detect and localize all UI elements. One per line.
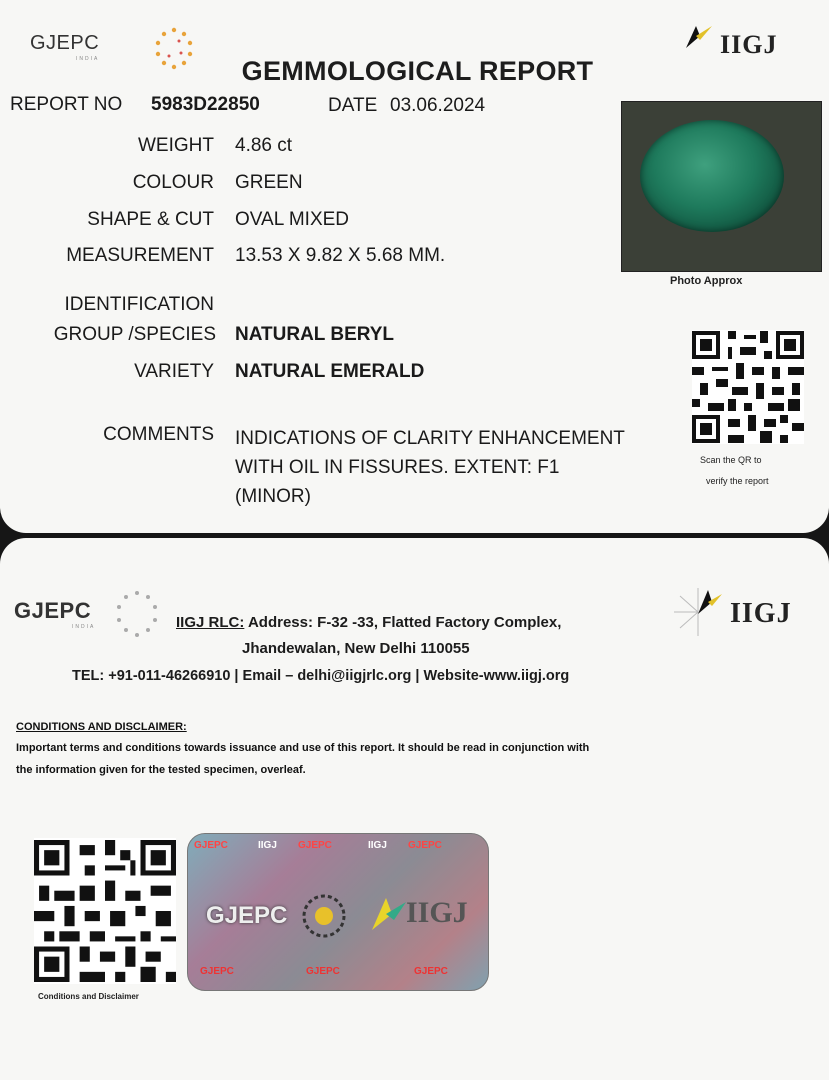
report-no-label: REPORT NO [10,94,123,115]
security-hologram [187,833,489,991]
address-label: IIGJ RLC: [176,614,245,631]
measurement-value: 13.53 X 9.82 X 5.68 MM. [235,245,446,266]
comments-line: (MINOR) [235,486,311,507]
hologram-tag: GJEPC [306,966,340,977]
emerald-gem-image [640,120,784,232]
qr-code-icon [692,330,804,444]
conditions-line1: Important terms and conditions towards issuance and use of this report. It should be read in conjunction with [16,742,590,754]
photo-caption: Photo Approx [670,275,743,287]
iigj-logo: IIGJ [682,22,802,74]
gjepc-sunburst-icon [110,588,164,642]
comments-value [235,424,625,511]
address-line2: Jhandewalan, New Delhi 110055 [242,640,470,657]
comments-line: INDICATIONS OF CLARITY ENHANCEMENT [235,428,625,449]
conditions-line2: the information given for the tested specimen, overleaf. [16,764,306,776]
variety-value: NATURAL EMERALD [235,361,425,382]
conditions-qr-caption: Conditions and Disclaimer [38,992,139,1001]
colour-label: COLOUR [132,172,214,193]
qr-caption-line2: verify the report [706,476,769,486]
comments-line: WITH OIL IN FISSURES. EXTENT: F1 [235,457,560,478]
hologram-arrow-icon [366,890,410,938]
report-no-value: 5983D22850 [151,94,260,115]
contact-line: TEL: +91-011-46266910 | Email – delhi@iigjrlc.org | Website-www.iigj.org [72,668,570,684]
hologram-tag: GJEPC [408,840,442,851]
hologram-flower-icon [300,892,348,940]
comments-label: COMMENTS [103,424,214,445]
measurement-label: MEASUREMENT [66,245,214,266]
qr-caption-line1: Scan the QR to [700,455,762,465]
shape-cut-label: SHAPE & CUT [87,209,214,230]
identification-label: IDENTIFICATION [64,294,214,315]
hologram-gjepc: GJEPC [206,902,288,929]
hologram-tag: GJEPC [194,840,228,851]
hologram-tag: IIGJ [368,840,387,851]
verify-qr-code[interactable] [692,330,804,444]
gjepc-logo: GJEPC INDIA [30,26,180,74]
hologram-tag: GJEPC [298,840,332,851]
group-species-value: NATURAL BERYL [235,324,395,345]
gjepc-logo: GJEPC INDIA [14,588,174,644]
variety-label: VARIETY [134,361,214,382]
hologram-tag: IIGJ [258,840,277,851]
date-value: 03.06.2024 [390,95,486,116]
iigj-logo: IIGJ [672,584,812,640]
gem-photo [621,101,822,272]
iigj-burst-icon [672,584,724,640]
address-line1: Address: F-32 -33, Flatted Factory Complex, [247,614,562,631]
group-species-label: GROUP /SPECIES [53,324,216,345]
hologram-tag: GJEPC [200,966,234,977]
colour-value: GREEN [235,172,303,193]
report-back-card [0,538,829,1080]
conditions-heading: CONDITIONS AND DISCLAIMER: [16,721,187,733]
weight-label: WEIGHT [138,135,214,156]
conditions-qr-code[interactable] [34,838,176,984]
shape-cut-value: OVAL MIXED [235,209,350,230]
hologram-iigj: IIGJ [406,896,468,929]
report-title: GEMMOLOGICAL REPORT [241,56,594,86]
hologram-tag: GJEPC [414,966,448,977]
weight-value: 4.86 ct [235,135,293,156]
report-front-card [0,0,829,533]
address-block [176,614,561,631]
date-label: DATE [328,95,378,116]
qr-code-icon [34,838,176,984]
iigj-arrow-icon [682,22,716,52]
